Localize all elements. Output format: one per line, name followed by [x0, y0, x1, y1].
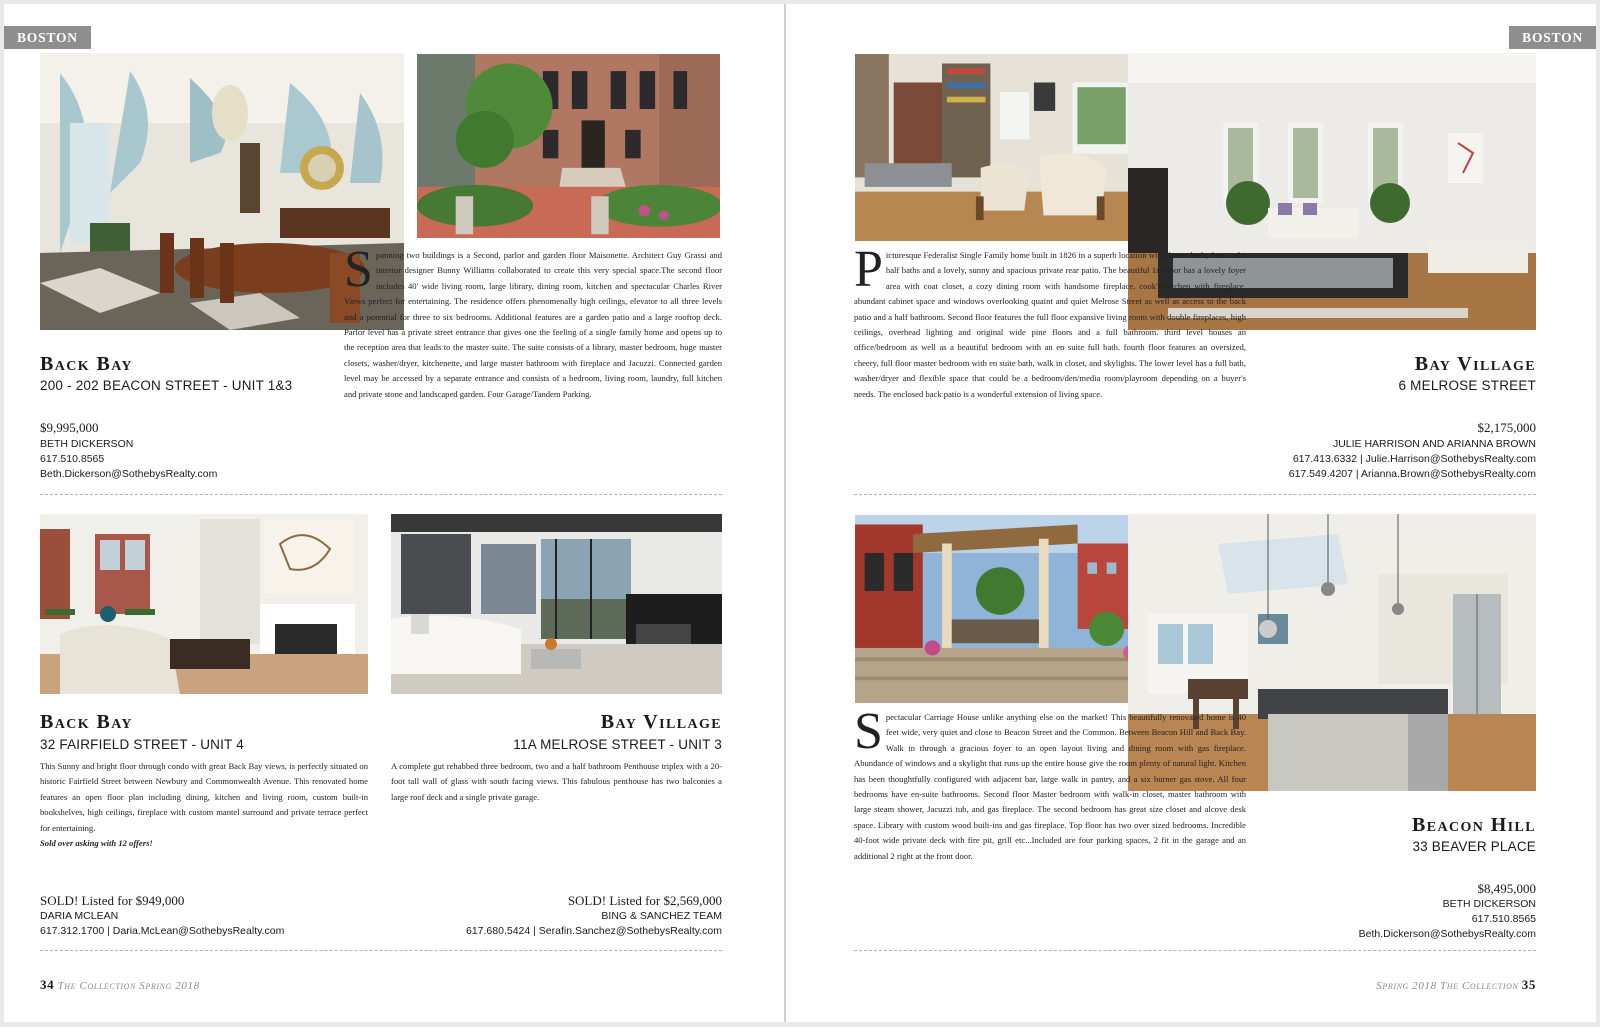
section-tag: BOSTON	[4, 26, 91, 49]
listing-description: This Sunny and bright floor through condo with great Back Bay views, is perfectly situated on historic Fairfield Street between Newbury and Commonwealth Avenue. This renovated home features an open floor plan including dining, kitchen and living room, custom built-in bookshelves, high ceilings, fireplace with custom mantel surround and private terrace perfect for entertaining. Sold over asking with 12 offers!	[40, 759, 368, 851]
listing-address: 6 MELROSE STREET	[1398, 378, 1536, 393]
townhouse-exterior-photo	[412, 49, 725, 243]
listing-price: SOLD! Listed for $2,569,000	[567, 893, 722, 908]
agent-contact	[466, 909, 722, 939]
section-divider	[854, 950, 1536, 951]
page-footer	[40, 977, 200, 993]
listing-neighborhood: Beacon Hill	[1412, 814, 1536, 836]
agent-email[interactable]: Beth.Dickerson@SothebysRealty.com	[40, 468, 218, 480]
right-page	[786, 4, 1596, 1022]
agent-phone-email[interactable]: 617.312.1700 | Daria.McLean@SothebysRealty.com	[40, 925, 285, 937]
agent-contact-line-1[interactable]: 617.413.6332 | Julie.Harrison@SothebysRealty.com	[1292, 453, 1536, 465]
listing-neighborhood: Back Bay	[40, 353, 133, 375]
agent-phone[interactable]: 617.510.8565	[40, 453, 105, 465]
section-divider	[854, 494, 1536, 495]
drop-cap: P	[854, 241, 883, 298]
roof-deck-photo	[850, 510, 1162, 708]
listing-description: Picturesque Federalist Single Family home built in 1826 in a superb location with three+ beds, four and a half baths and a lovely, sunny and spacious private rear patio. The beautiful 1st floor has a lovely foyer area with coat closet, a cozy dining room with handsome fireplace, cook's kitchen with fireplace, abundant cabinet space and windows overlooking quaint and quiet Melrose Street as well as access to the back patio and a half bathroom. Second floor features the full floor expansive living room with double fireplaces, high ceilings, overhead lighting and original wide pine floors and a full bathroom. third level houses an office/bedroom as well as a beautiful bedroom with an en suite full bath. fourth floor features an oversized, cheery, full floor master bedroom with en suite bath, walk in closet, and skylights. The lower level has a full bath, washer/dryer and flexible space that could be a bedroom/den/media room/playroom depending on a buyer's needs. The enclosed back patio is a wonderful extension of living space.	[854, 241, 1246, 399]
page-number: 35	[1521, 977, 1536, 992]
agent-name: BETH DICKERSON	[40, 438, 134, 450]
agent-name: JULIE HARRISON AND ARIANNA BROWN	[1332, 438, 1536, 450]
listing-address: 11A MELROSE STREET - UNIT 3	[513, 737, 722, 752]
penthouse-living-room-photo	[391, 514, 722, 694]
agent-contact	[40, 437, 217, 482]
agent-contact	[1359, 897, 1536, 942]
listing-description: Spanning two buildings is a Second, parlor and garden floor Maisonette. Architect Guy Grassi and interior designer Bunny Williams collaborated to create this very special space.The second floor includes 40' wide living room, large library, dining room, kitchen and spectacular Charles River Views perfect for entertaining. The residence offers phenomenally high ceilings, elevator to all three levels and a potential for three to six bedrooms. Additional features are a garden patio and a large rooftop deck. Parlor level has a private street entrance that gives one the feeling of a single family home and opens up to the reception area that leads to the master suite. The suite consists of a library, master bedroom, huge master closets, washer/dryer, kitchenette, and large master bathroom with fireplace and Jacuzzi. Connected garden level may be accessed by a separate entrance and consists of a bedroom, living room, laundry, full kitchen and private stone and landscaped garden. Four Garage/Tandem Parking.	[344, 241, 722, 399]
agent-name: DARIA MCLEAN	[40, 910, 119, 922]
drop-cap: S	[344, 241, 373, 298]
listing-price: $9,995,000	[40, 420, 99, 435]
page-footer	[1376, 977, 1536, 993]
magazine-title: The Collection Spring 2018	[57, 980, 200, 992]
listing-price: $8,495,000	[1477, 881, 1536, 896]
listing-price: SOLD! Listed for $949,000	[40, 893, 185, 908]
listing-address: 200 - 202 BEACON STREET - UNIT 1&3	[40, 378, 293, 393]
listing-address: 33 BEAVER PLACE	[1412, 839, 1536, 854]
listing-description: Spectacular Carriage House unlike anything else on the market! This beautifully renovated home is 40 feet wide, very quiet and close to Beacon Street and the Common. Between Beacon Hill and Back Bay. Walk in through a gracious foyer to an open layout living and dining room with gas fireplace. Abundance of windows and a skylight that runs up the entire house give the room plenty of natural light. Kitchen has been thoughtfully configured with adjacent bar, large walk in pantry, and a six burner gas stove. All four bedrooms have en-suite bathrooms. Second floor Master bedroom with walk-in closet, master bathroom with large steam shower, Jacuzzi tub, and gas fireplace. The second bedroom has great size closet and alcove desk space. Library with custom wood built-ins and gas fireplace. Top floor has two over sized bedrooms. Incredible 40-foot wide private deck with fire pit, grill etc...Included are four parking spaces, 2 fit in the garage and an additional 2 right at the front door.	[854, 703, 1246, 861]
sold-note: Sold over asking with 12 offers!	[40, 838, 153, 849]
section-divider	[40, 950, 722, 951]
left-page	[4, 4, 784, 1022]
agent-name: BING & SANCHEZ TEAM	[601, 910, 722, 922]
agent-email[interactable]: Beth.Dickerson@SothebysRealty.com	[1358, 928, 1536, 940]
listing-neighborhood: Bay Village	[600, 711, 722, 733]
magazine-title: Spring 2018 The Collection	[1376, 980, 1519, 992]
agent-contact	[40, 909, 284, 939]
drop-cap: S	[854, 703, 883, 760]
fairfield-living-room-photo	[40, 514, 368, 694]
agent-contact-line-2[interactable]: 617.549.4207 | Arianna.Brown@SothebysRealty.com	[1288, 468, 1536, 480]
agent-phone-email[interactable]: 617.680.5424 | Serafin.Sanchez@SothebysRealty.com	[465, 925, 722, 937]
page-number: 34	[40, 977, 55, 992]
listing-neighborhood: Back Bay	[40, 711, 133, 733]
listing-price: $2,175,000	[1477, 420, 1536, 435]
listing-neighborhood: Bay Village	[1414, 353, 1536, 375]
agent-contact	[1289, 437, 1536, 482]
section-divider	[40, 494, 722, 495]
agent-name: BETH DICKERSON	[1442, 898, 1536, 910]
library-room-photo	[850, 49, 1154, 246]
agent-phone[interactable]: 617.510.8565	[1471, 913, 1536, 925]
section-tag: BOSTON	[1509, 26, 1596, 49]
listing-address: 32 FAIRFIELD STREET - UNIT 4	[40, 737, 244, 752]
listing-description: A complete gut rehabbed three bedroom, two and a half bathroom Penthouse triplex with a 20-foot tall wall of glass with south facing views. This fabulous penthouse has two balconies a large roof deck and a single private garage.	[391, 761, 722, 802]
